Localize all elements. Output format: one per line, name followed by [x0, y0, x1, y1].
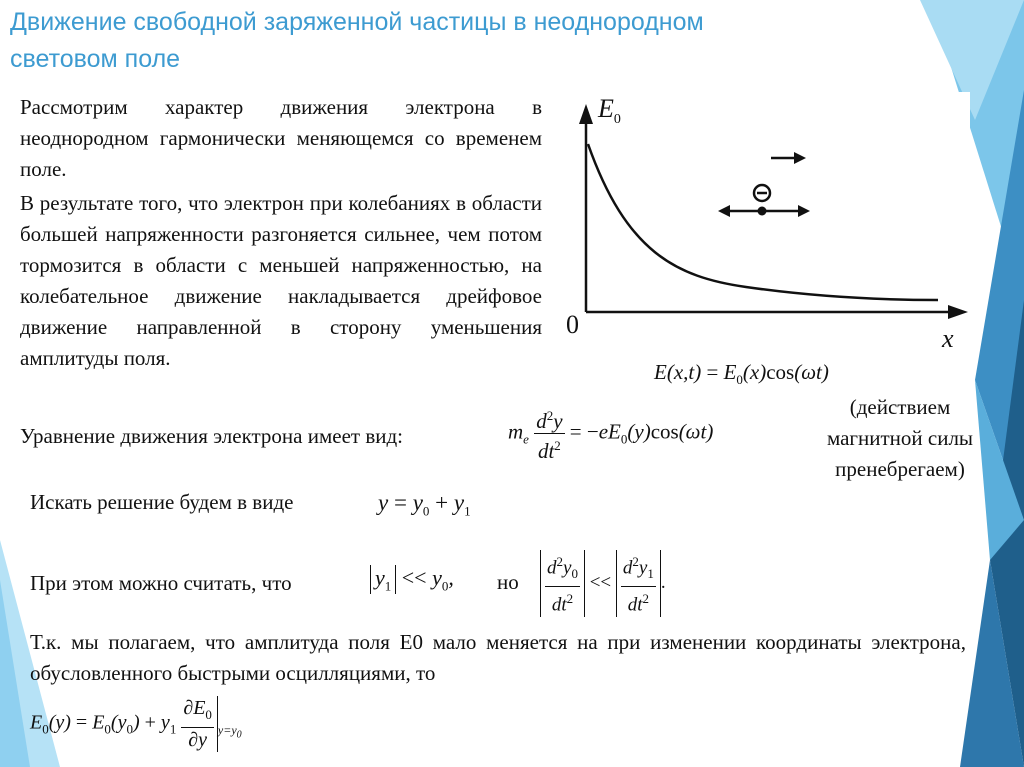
field-equation: $E(x,t) = E_0(x)\cos(\omega t)$ — [654, 360, 829, 388]
x-axis-label: x — [942, 324, 954, 353]
y-axis-arrow — [579, 104, 593, 124]
electron-position-dot — [758, 207, 767, 216]
derivative-condition: $\frac{d^2y_0}{dt^2}$ << $\frac{d^2y_1}{dt^2}$ . — [540, 550, 666, 617]
magnetic-note: (действием магнитной силы пренебрегаем) — [826, 395, 974, 481]
field-plot — [566, 92, 970, 354]
motion-equation: $m_e$ $\frac{d^2y}{dt^2}$ = $-eE_0(y)\cos(\omega t)$ — [508, 404, 713, 463]
consider-label: При этом можно считать, что — [30, 571, 292, 595]
expansion-paragraph: Т.к. мы полагаем, что амплитуда поля E0 мало меняется на при изменении координаты электрона, обусловленного быстрыми осцилляциями, то — [30, 630, 966, 685]
y-axis-label: $E_0$ — [598, 94, 621, 128]
drift-paragraph: В результате того, что электрон при колебаниях в области большей напряженности разгоняется сильнее, чем потом тормозится в области с меньшей напряженностью, на колебательное движение накладывается дрейфовое движение направленной в сторону уменьшения амплитуды поля. — [20, 191, 542, 370]
origin-label: 0 — [566, 310, 579, 339]
drift-arrow-head — [794, 152, 806, 164]
solution-form: $y = y_0 + y_1$ — [378, 490, 471, 519]
small-y1-condition: $y_1 << y_0$, — [370, 565, 454, 594]
taylor-expansion: $E_0(y) = E_0(y_0) + y_1$ $\frac{\partial E_0}{\partial y}$ $_{y=y_0}$ — [30, 697, 242, 751]
field-graph — [566, 92, 970, 354]
but-label: но — [497, 570, 519, 594]
field-curve — [588, 144, 938, 300]
equation-label: Уравнение движения электрона имеет вид: — [20, 424, 404, 448]
slide-title: Движение свободной заряженной частицы в неоднородном световом поле — [10, 8, 704, 73]
x-axis-arrow — [948, 305, 968, 319]
solution-label: Искать решение будем в виде — [30, 490, 294, 514]
intro-paragraph: Рассмотрим характер движения электрона в неоднородном гармонически меняющемся со временем поле. — [20, 95, 542, 181]
